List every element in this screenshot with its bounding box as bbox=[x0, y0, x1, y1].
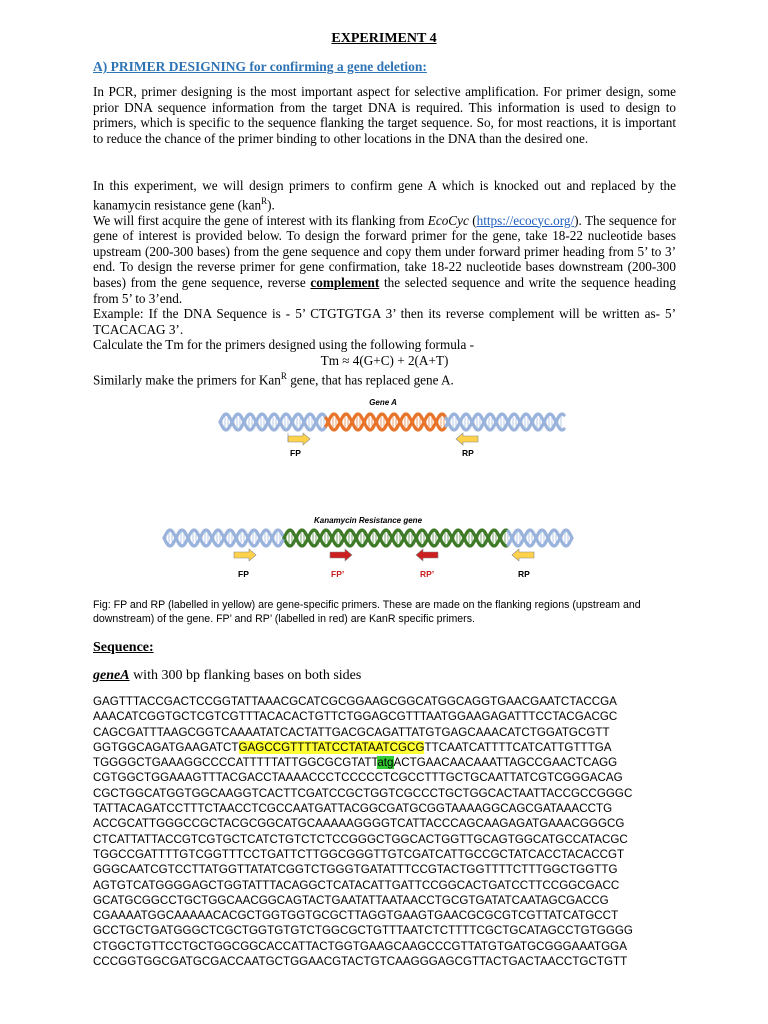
instruction-p3: Example: If the DNA Sequence is - 5’ CTGTGTGA 3’ then its reverse complement will be written as- 5’ TCACACAG 3’. bbox=[93, 306, 676, 337]
p1-end: ). bbox=[267, 196, 275, 212]
sequence-line: CGTGGCTGGAAAGTTTACGACCTAAAACCCTCCCCCTCGCCTTTGCTGCAATTATCGTCGGGACAG bbox=[93, 771, 623, 785]
dna-helix bbox=[220, 414, 564, 430]
gene-heading-text: with 300 bp flanking bases on both sides bbox=[129, 668, 362, 683]
sequence-line: AAACATCGGTGCTCGTCGTTTACACACTGTTCTGGAGCGTTTAATGGAAGAGATTTCCTACGACGC bbox=[93, 710, 618, 724]
fp-prime-primer-arrow bbox=[330, 549, 352, 561]
dna-sequence bbox=[93, 694, 683, 969]
sequence-line: GCATGCGGCCTGCTGGCAACGGCAGTACTGAATATTAATAACCTGCGTGATATCAATAGCGACCG bbox=[93, 893, 609, 907]
sequence-line: CTGGCTGTTCCTGCTGGCGGCACCATTACTGGTGAAGCAAGCCCGTTATGTGATGCGGGAAATGGA bbox=[93, 939, 627, 953]
fp-primer-arrow bbox=[234, 549, 256, 561]
sequence-line: CGCTGGCATGGTGGCAAGGTCACTTCGATCCGCTGGTCGCCCTGCTGGCACTAATTACCGCCGGGC bbox=[93, 786, 633, 800]
sequence-line: CAGCGATTTAAGCGGTCAAAATATCACTATTGACGCAGATTATGTGAGCAAACATCTGGATGCGTT bbox=[93, 725, 610, 739]
sequence-line: CTCATTATTACCGTCGTGCTCATCTGTCTCTCCGGGCTGGCACTGGTTGCAGTGGCATGCCATACGC bbox=[93, 832, 628, 846]
sequence-segment: GGTGGCAGATGAAGATCT bbox=[93, 740, 239, 754]
start-codon: atg bbox=[377, 756, 394, 770]
helix-strand bbox=[164, 530, 284, 546]
sequence-line: AGTGTCATGGGGAGCTGGTATTTACAGGCTCATACATTGATTCCGGCACTGATCCTTCCGGCGACC bbox=[93, 878, 620, 892]
p2-paren: ( bbox=[468, 212, 477, 228]
p1-text: In this experiment, we will design primers to confirm gene A which is knocked out and replaced by the kanamycin resistance gene (kan bbox=[93, 178, 676, 212]
section-heading: A) PRIMER DESIGNING for confirming a gene deletion: bbox=[93, 59, 427, 74]
instruction-p4: Calculate the Tm for the primers designed using the following formula - bbox=[93, 337, 475, 353]
sequence-line: CGAAAATGGCAAAAACACGCTGGTGGTGCGCTTAGGTGAAGTGAACGCGCGTCGTTATCATGCCT bbox=[93, 909, 619, 923]
instructions-block bbox=[93, 178, 676, 388]
sequence-line: GCCTGCTGATGGGCTCGCTGGTGTGTCTGGCGCTGTTTAATCTCTTTTCGCTGCATAGCCTGTGGGG bbox=[93, 924, 633, 938]
tm-formula: Tm ≈ 4(G+C) + 2(A+T) bbox=[320, 352, 449, 368]
rp-label: RP bbox=[518, 569, 530, 579]
fp-label: FP bbox=[238, 569, 249, 579]
intro-text: In PCR, primer designing is the most important aspect for selective amplification. For primer design, some prior DNA sequence information from the target DNA is required. This information is used to design to primers, which is specific to the sequence flanking the target sequence. So, for most reactions, it is important to reduce the chance of the primer binding to other locations in the DNA than the desired one. bbox=[93, 84, 676, 146]
rp-label: RP bbox=[462, 448, 474, 458]
fp-primer-arrow bbox=[288, 433, 310, 445]
ecocyc-name: EcoCyc bbox=[427, 212, 469, 228]
sequence-line: ACCGCATTGGGCCGCTACGCGGCATGCAAAAAGGGGTCATTACCCAGCAAGAGATGAAACGGGCG bbox=[93, 817, 625, 831]
p2-text-cont: ). The sequence for gene of interest is provided below. To design the forward primer for the gene, take 18-22 nucleotide bases upstream (200-300 bases) from the gene sequence and copy them under forward primer heading from 5’ to 3’ end. To design the reverse primer for gene confirmation, take 18-22 nucleotide bases downstream (200-300 bases) from the gene sequence, reverse bbox=[93, 212, 676, 290]
p2-text: We will first acquire the gene of interest with its flanking from bbox=[93, 212, 428, 228]
rp-primer-arrow bbox=[456, 433, 478, 445]
p2-text-end: the selected sequence and write the sequence heading from 5’ to 3’end. bbox=[93, 274, 676, 306]
highlighted-sequence: GAGCCGTTTTATCCTATAATCGCG bbox=[238, 740, 425, 754]
sequence-line: TGGCCGATTTTGTCGGTTTCCTGATTCTTGGCGGGTTGTCGATCATTGCCGCTATCACCTACACCGT bbox=[93, 847, 625, 861]
sequence-segment: TTCAATCATTTTCATCATTGTTTGA bbox=[424, 740, 612, 754]
sequence-line: GGGCAATCGTCCTTATGGTTATATCGGTCTGGGTGATATTTCCGTACTGGTTTTCTTTGGCTGGTTG bbox=[93, 863, 618, 877]
sequence-line: GAGTTTACCGACTCCGGTATTAAACGCATCGCGGAAGCGGCATGGCAGGTGAACGAATCTACCGA bbox=[93, 695, 617, 708]
p5-superscript: R bbox=[280, 370, 287, 381]
rp-prime-label: RP’ bbox=[420, 569, 435, 579]
rp-primer-arrow bbox=[512, 549, 534, 561]
fp-label: FP bbox=[290, 448, 301, 458]
dna-helix bbox=[164, 530, 572, 546]
gene-a-diagram bbox=[160, 392, 580, 464]
intro-paragraph bbox=[93, 84, 676, 146]
rp-prime-primer-arrow bbox=[416, 549, 438, 561]
sequence-segment: TGGGGCTGAAAGGCCCCATTTTTATTGGCGCGTATT bbox=[93, 756, 378, 770]
sequence-segment: ACTGAACAACAAATTAGCCGAACTCAGG bbox=[393, 756, 618, 770]
figure-caption: Fig: FP and RP (labelled in yellow) are gene-specific primers. These are made on the flanking regions (upstream and downstream) of the gene. FP’ and RP’ (labelled in red) are KanR specific primers. bbox=[93, 599, 641, 625]
p1-superscript: R bbox=[261, 195, 268, 206]
gene-a-label: Gene A bbox=[369, 398, 397, 407]
sequence-line: TATTACAGATCCTTTCTAACCTCGCCAATGATTACGGCGATGCGGTAAAAGGCAGCGATAAACCTG bbox=[93, 802, 613, 816]
instruction-p2 bbox=[93, 213, 676, 307]
page-title: EXPERIMENT 4 bbox=[331, 31, 437, 46]
instruction-p5 bbox=[93, 369, 676, 388]
kan-gene-label: Kanamycin Resistance gene bbox=[313, 516, 423, 525]
complement-word: complement bbox=[310, 274, 380, 290]
sequence-heading: Sequence: bbox=[93, 640, 154, 655]
kan-diagram bbox=[160, 512, 580, 584]
fp-prime-label: FP’ bbox=[331, 569, 345, 579]
sequence-line: CCCGGTGGCGATGCGACCAATGCTGGAACGTACTGTCAAGGGAGCGTTACTGACTAACCTGCTGTT bbox=[93, 955, 628, 969]
gene-heading bbox=[93, 668, 361, 684]
ecocyc-link[interactable]: https://ecocyc.org/ bbox=[476, 212, 575, 228]
p5-end: gene, that has replaced gene A. bbox=[286, 371, 454, 387]
p5-text: Similarly make the primers for Kan bbox=[93, 371, 281, 387]
gene-name: geneA bbox=[93, 668, 130, 683]
sequence-line bbox=[93, 755, 683, 770]
instruction-p1 bbox=[93, 178, 676, 213]
sequence-line bbox=[93, 740, 683, 755]
